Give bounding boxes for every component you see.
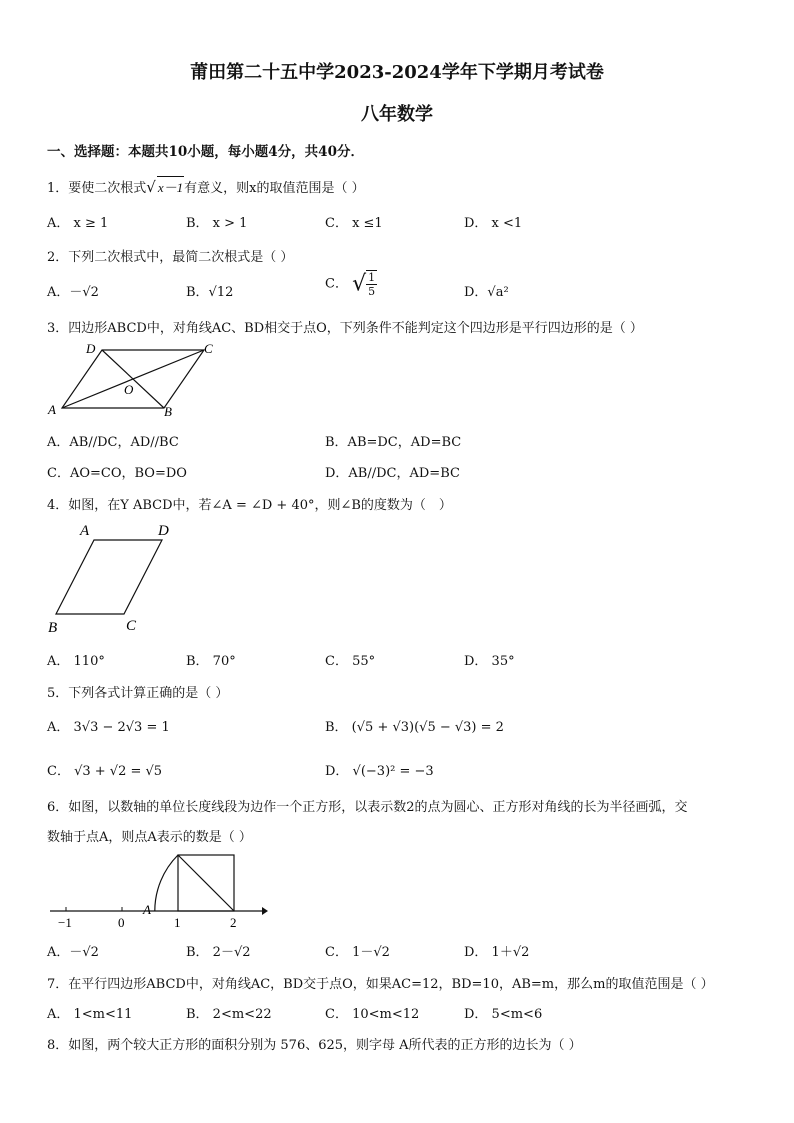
q6-option-c: C． 1－√2 xyxy=(325,945,390,960)
tick-label-neg1: −1 xyxy=(58,915,72,930)
q2-option-a: A．－√2 xyxy=(47,285,99,300)
q2-c-numerator: 1 xyxy=(368,271,376,284)
label-a: A xyxy=(48,402,56,417)
label-o: O xyxy=(124,382,134,397)
label-a: A xyxy=(80,523,90,539)
q1-option-a: A． x ≥ 1 xyxy=(47,216,109,231)
diagonal-bd xyxy=(102,350,164,408)
exam-subtitle: 八年数学 xyxy=(361,104,433,125)
tick-label-0: 0 xyxy=(118,915,125,930)
q3-option-b: B．AB=DC，AD=BC xyxy=(325,435,462,450)
label-c: C xyxy=(204,341,213,356)
question-1-stem: 1．要使二次根式√ x－1有意义，则x的取值范围是（ ） xyxy=(47,178,365,196)
label-c: C xyxy=(126,618,137,634)
tick-label-2: 2 xyxy=(230,915,237,930)
q7-option-b: B． 2<m<22 xyxy=(186,1007,272,1022)
q4-option-c: C． 55° xyxy=(325,654,376,669)
label-d: D xyxy=(158,523,169,539)
q2-option-c-label: C． xyxy=(325,276,348,292)
point-a-label: A xyxy=(143,902,151,917)
q4-option-b: B． 70° xyxy=(186,654,236,669)
q1-option-d: D． x <1 xyxy=(464,216,523,231)
q1-radicand: x－1 xyxy=(157,176,184,196)
square-diagonal xyxy=(178,855,234,911)
question-6-stem-line2: 数轴于点A，则点A表示的数是（ ） xyxy=(47,830,252,845)
label-d: D xyxy=(86,341,96,356)
q5-option-b: B． (√5 + √3)(√5 − √3) = 2 xyxy=(325,720,504,735)
q7-option-d: D． 5<m<6 xyxy=(464,1007,543,1022)
question-5-stem: 5．下列各式计算正确的是（ ） xyxy=(47,686,229,701)
question-8-stem: 8．如图，两个较大正方形的面积分别为 576、625，则字母 A所代表的正方形的边长为（ ） xyxy=(47,1038,582,1053)
question-3-stem: 3．四边形ABCD中，对角线AC、BD相交于点O，下列条件不能判定这个四边形是平行四边形的是（ ） xyxy=(47,321,643,336)
section-heading: 一、选择题：本题共10小题，每小题4分，共40分． xyxy=(47,144,364,160)
q1-post: 有意义，则x的取值范围是（ ） xyxy=(184,181,365,196)
q7-option-c: C． 10<m<12 xyxy=(325,1007,420,1022)
q2-c-denominator: 5 xyxy=(368,285,376,298)
question-4-stem: 4．如图，在Y ABCD中，若∠A = ∠D + 40°，则∠B的度数为（ ） xyxy=(47,498,452,513)
question-2-stem: 2．下列二次根式中，最简二次根式是（ ） xyxy=(47,250,294,265)
q6-option-b: B． 2－√2 xyxy=(186,945,251,960)
label-b: B xyxy=(48,620,58,636)
q5-option-c: C． √3 + √2 = √5 xyxy=(47,764,163,779)
q6-option-d: D． 1＋√2 xyxy=(464,945,530,960)
parallelogram-abcd-2 xyxy=(56,540,162,614)
question-7-stem: 7．在平行四边形ABCD中，对角线AC，BD交于点O，如果AC=12，BD=10，AB=m，那么m的取值范围是（ ） xyxy=(47,977,714,992)
q4-option-a: A． 110° xyxy=(47,654,105,669)
q3-parallelogram-figure xyxy=(44,338,224,420)
q4-option-d: D． 35° xyxy=(464,654,515,669)
q3-option-a: A．AB//DC，AD//BC xyxy=(47,435,179,450)
q4-parallelogram-figure xyxy=(44,518,184,638)
tick-label-1: 1 xyxy=(174,915,181,930)
q1-pre: 1．要使二次根式 xyxy=(47,181,147,196)
q6-number-line-figure xyxy=(44,848,268,930)
q2-option-d: D．√a² xyxy=(464,285,509,300)
radius-arc xyxy=(155,855,178,911)
q1-option-c: C． x ≤1 xyxy=(325,216,383,231)
q5-option-a: A． 3√3 − 2√3 = 1 xyxy=(47,720,170,735)
question-6-stem-line1: 6．如图，以数轴的单位长度线段为边作一个正方形，以表示数2的点为圆心、正方形对角线的长为半径画弧，交 xyxy=(47,800,688,815)
q7-option-a: A． 1<m<11 xyxy=(47,1007,133,1022)
q5-option-d: D． √(−3)² = −3 xyxy=(325,764,434,779)
label-b: B xyxy=(164,404,172,419)
q3-option-d: D．AB//DC，AD=BC xyxy=(325,466,460,481)
axis-arrow-icon xyxy=(262,907,268,915)
q3-option-c: C．AO=CO，BO=DO xyxy=(47,466,187,481)
q2-option-b: B．√12 xyxy=(186,285,234,300)
q6-option-a: A．－√2 xyxy=(47,945,99,960)
exam-title: 莆田第二十五中学2023-2024学年下学期月考试卷 xyxy=(190,62,604,83)
q2-option-c: C． √ $\frac{1}{5}$ xyxy=(325,271,376,298)
q1-option-b: B． x > 1 xyxy=(186,216,248,231)
